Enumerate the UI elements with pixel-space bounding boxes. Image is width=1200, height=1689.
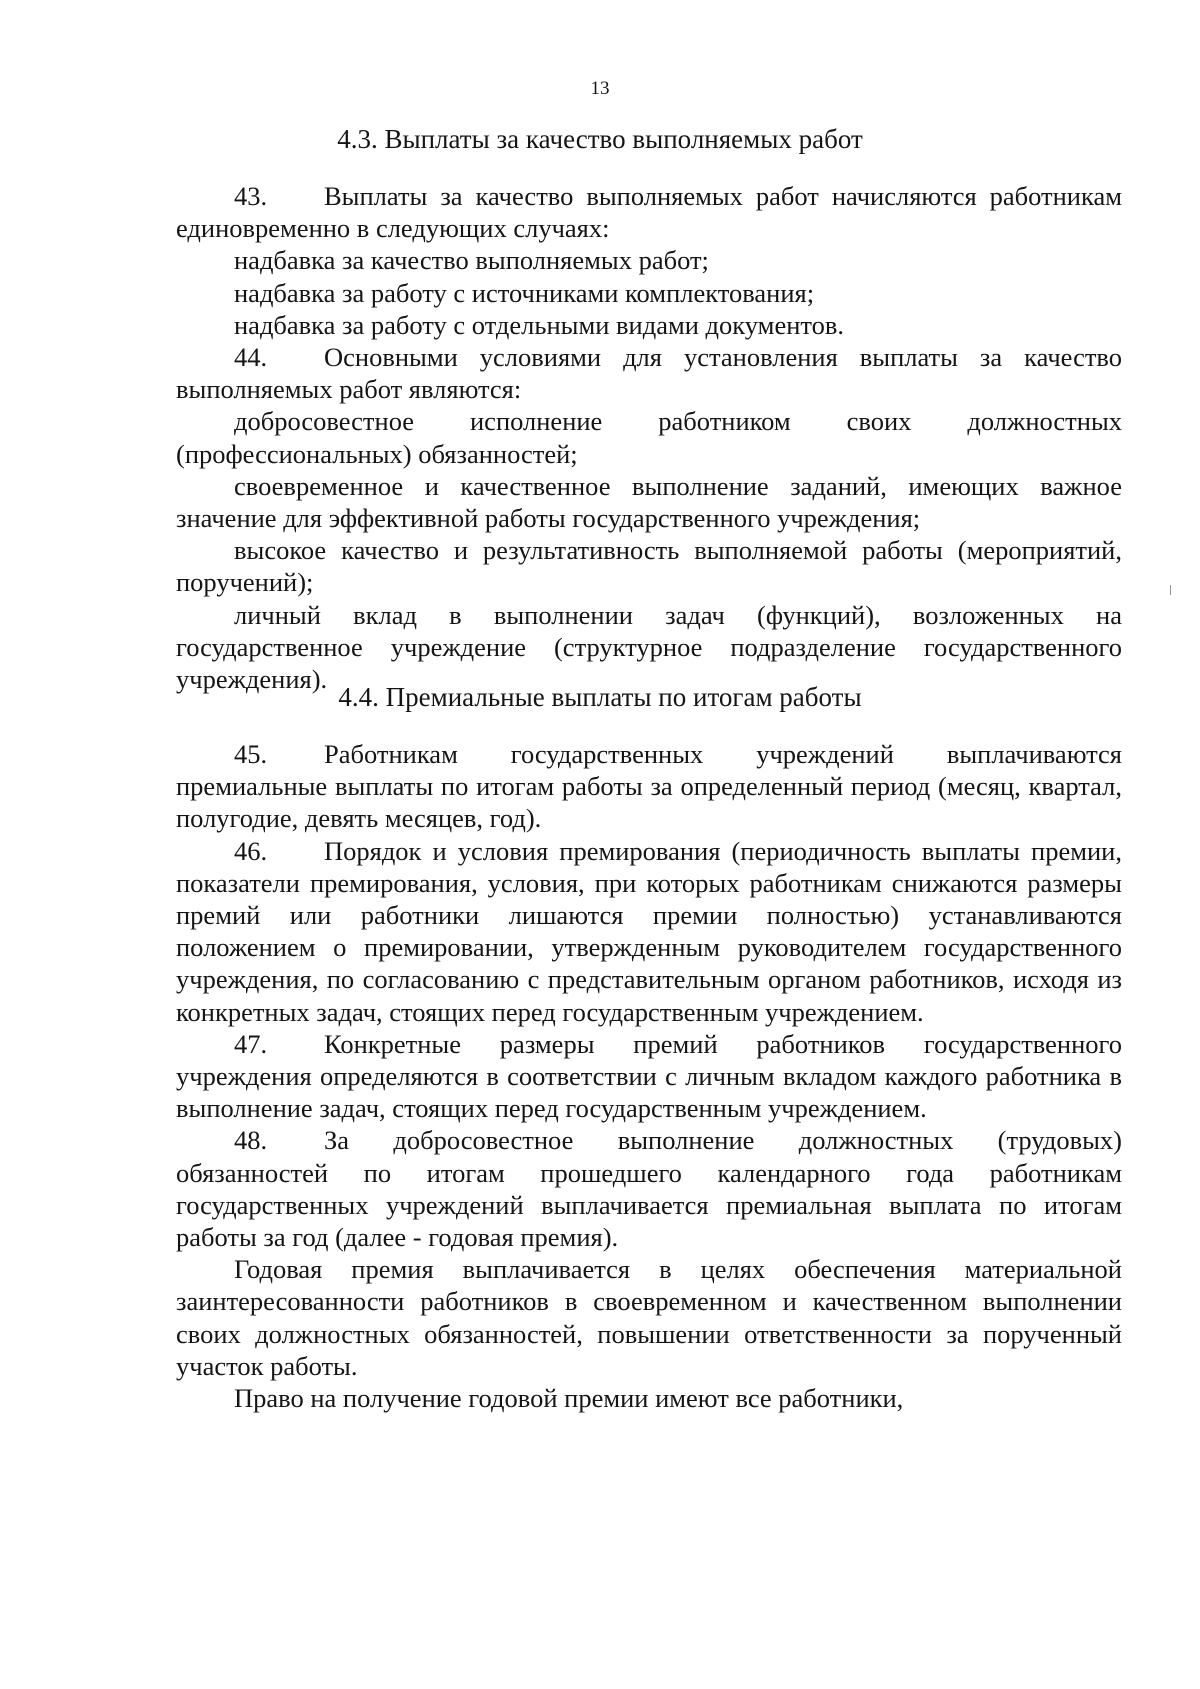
section-heading-4-3: 4.3. Выплаты за качество выполняемых работ [337, 124, 863, 154]
paragraph-text: Основными условиями для установления выплаты за качество выполняемых работ являются: [176, 342, 1122, 405]
list-item: личный вклад в выполнении задач (функций), возложенных на государственное учреждение (структурное подразделение государственного учреждения). [176, 599, 1122, 695]
paragraph-annual-bonus: Годовая премия выплачивается в целях обеспечения материальной заинтересованности работников в своевременном и качественном выполнении своих должностных обязанностей, повышении ответственности за порученный участок работы. [176, 1254, 1122, 1381]
list-item: высокое качество и результативность выполняемой работы (мероприятий, поручений); [176, 535, 1122, 598]
list-item: надбавка за качество выполняемых работ; [234, 245, 709, 276]
paragraph-number: 46. [234, 835, 268, 866]
list-item: добросовестное исполнение работником своих должностных (профессиональных) обязанностей; [176, 406, 1122, 469]
paragraph-43 [176, 180, 1122, 244]
paragraph-right-to-bonus: Право на получение годовой премии имеют все работники, [234, 1383, 904, 1414]
paragraph-number: 45. [234, 739, 268, 769]
paragraph-46 [176, 835, 1122, 1028]
paragraph-number: 47. [234, 1028, 268, 1059]
scan-mark [1170, 585, 1171, 595]
paragraph-47 [176, 1028, 1122, 1125]
section-4-3-body [176, 180, 1122, 695]
list-item: надбавка за работу с отдельными видами документов. [234, 309, 845, 340]
paragraph-text: Выплаты за качество выполняемых работ начисляются работникам единовременно в следующих случаях: [176, 181, 1122, 244]
list-item: надбавка за работу с источниками комплектования; [234, 277, 815, 308]
paragraph-text: За добросовестное выполнение должностных (трудовых) обязанностей по итогам прошедшего календарного года работникам государственных учреждений выплачивается премиальная выплата по итогам работы за год (далее - годовая премия). [176, 1125, 1122, 1253]
list-item: своевременное и качественное выполнение заданий, имеющих важное значение для эффективной работы государственного учреждения; [176, 470, 1122, 534]
section-heading-4-4: 4.4. Премиальные выплаты по итогам работы [338, 682, 862, 712]
paragraph-number: 44. [234, 342, 268, 373]
paragraph-48 [176, 1124, 1122, 1253]
page-number: 13 [590, 78, 610, 99]
paragraph-text: Работникам государственных учреждений выплачиваются премиальные выплаты по итогам работы за определенный период (месяц, квартал, полугодие, девять месяцев, год). [176, 739, 1122, 834]
paragraph-text: Порядок и условия премирования (периодичность выплаты премии, показатели премирования, условия, при которых работникам снижаются размеры премий или работники лишаются премии полностью) устанавливаются положением о премировании, утвержденным руководителем государственного учреждения, по согласованию с представительным органом работников, исходя из конкретных задач, стоящих перед государственным учреждением. [176, 835, 1122, 1027]
paragraph-45 [176, 738, 1122, 835]
paragraph-number: 43. [234, 181, 268, 211]
paragraph-number: 48. [234, 1125, 268, 1156]
paragraph-44 [176, 341, 1122, 405]
paragraph-text: Конкретные размеры премий работников государственного учреждения определяются в соответствии с личным вкладом каждого работника в выполнение задач, стоящих перед государственным учреждением. [176, 1028, 1122, 1124]
section-4-4-body [176, 738, 1122, 1414]
